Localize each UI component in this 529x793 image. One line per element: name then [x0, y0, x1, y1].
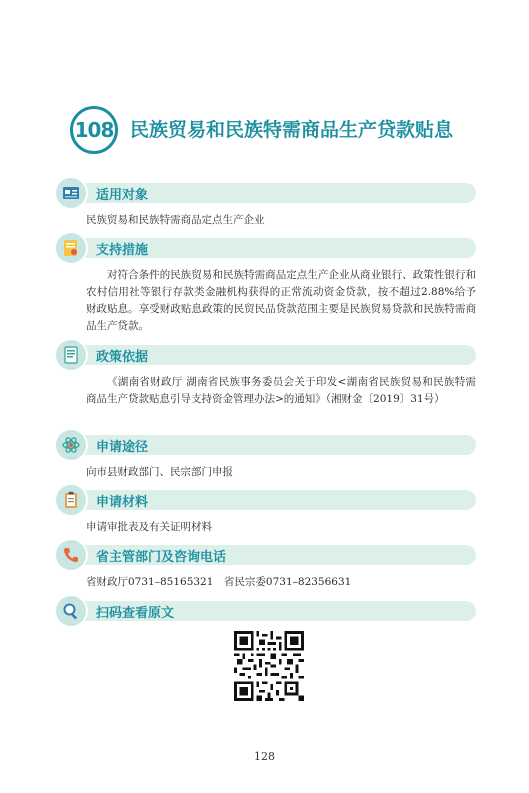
section-policy-basis — [56, 342, 476, 408]
section-application-channel — [56, 432, 476, 481]
page-title-row — [70, 106, 500, 158]
atom-icon — [56, 430, 86, 460]
section-title: 省主管部门及咨询电话 — [96, 550, 227, 565]
section-title: 申请材料 — [96, 495, 149, 510]
section-scan-qr — [56, 598, 476, 624]
section-body: 申请审批表及有关证明材料 — [86, 521, 212, 533]
phone-icon — [56, 540, 86, 570]
section-title: 支持措施 — [96, 243, 149, 258]
policy-document-icon — [56, 340, 86, 370]
search-icon — [56, 596, 86, 626]
clipboard-icon — [56, 485, 86, 515]
page-number: 128 — [254, 750, 275, 763]
section-title: 政策依据 — [96, 350, 149, 365]
section-number-badge: 108 — [70, 106, 118, 154]
section-body: 民族贸易和民族特需商品定点生产企业 — [86, 214, 265, 226]
section-body: 《湖南省财政厅 湖南省民族事务委员会关于印发<湖南省民族贸易和民族特需商品生产贷款贴息引导支持资金管理办法>的通知》（湘财金〔2019〕31号） — [86, 376, 476, 405]
section-application-materials — [56, 487, 476, 536]
page-title: 民族贸易和民族特需商品生产贷款贴息 — [130, 119, 454, 141]
section-support-measures — [56, 235, 476, 335]
section-body: 省财政厅0731–85165321 省民宗委0731–82356631 — [86, 576, 352, 588]
section-title: 扫码查看原文 — [96, 606, 175, 621]
section-title: 适用对象 — [96, 188, 149, 203]
section-applicable-objects — [56, 180, 476, 229]
section-body: 对符合条件的民族贸易和民族特需商品定点生产企业从商业银行、政策性银行和农村信用社等银行存款类金融机构获得的正常流动资金贷款，按不超过2.88%给予财政贴息。享受财政贴息政策的民贸民品贷款范围主要是民族贸易贷款和民族特需商品生产贷款。 — [86, 269, 476, 332]
document-icon — [56, 178, 86, 208]
certificate-icon — [56, 233, 86, 263]
qr-code[interactable] — [234, 631, 304, 701]
section-body: 向市县财政部门、民宗部门申报 — [86, 466, 233, 478]
section-title: 申请途径 — [96, 440, 149, 455]
section-contact — [56, 542, 476, 591]
